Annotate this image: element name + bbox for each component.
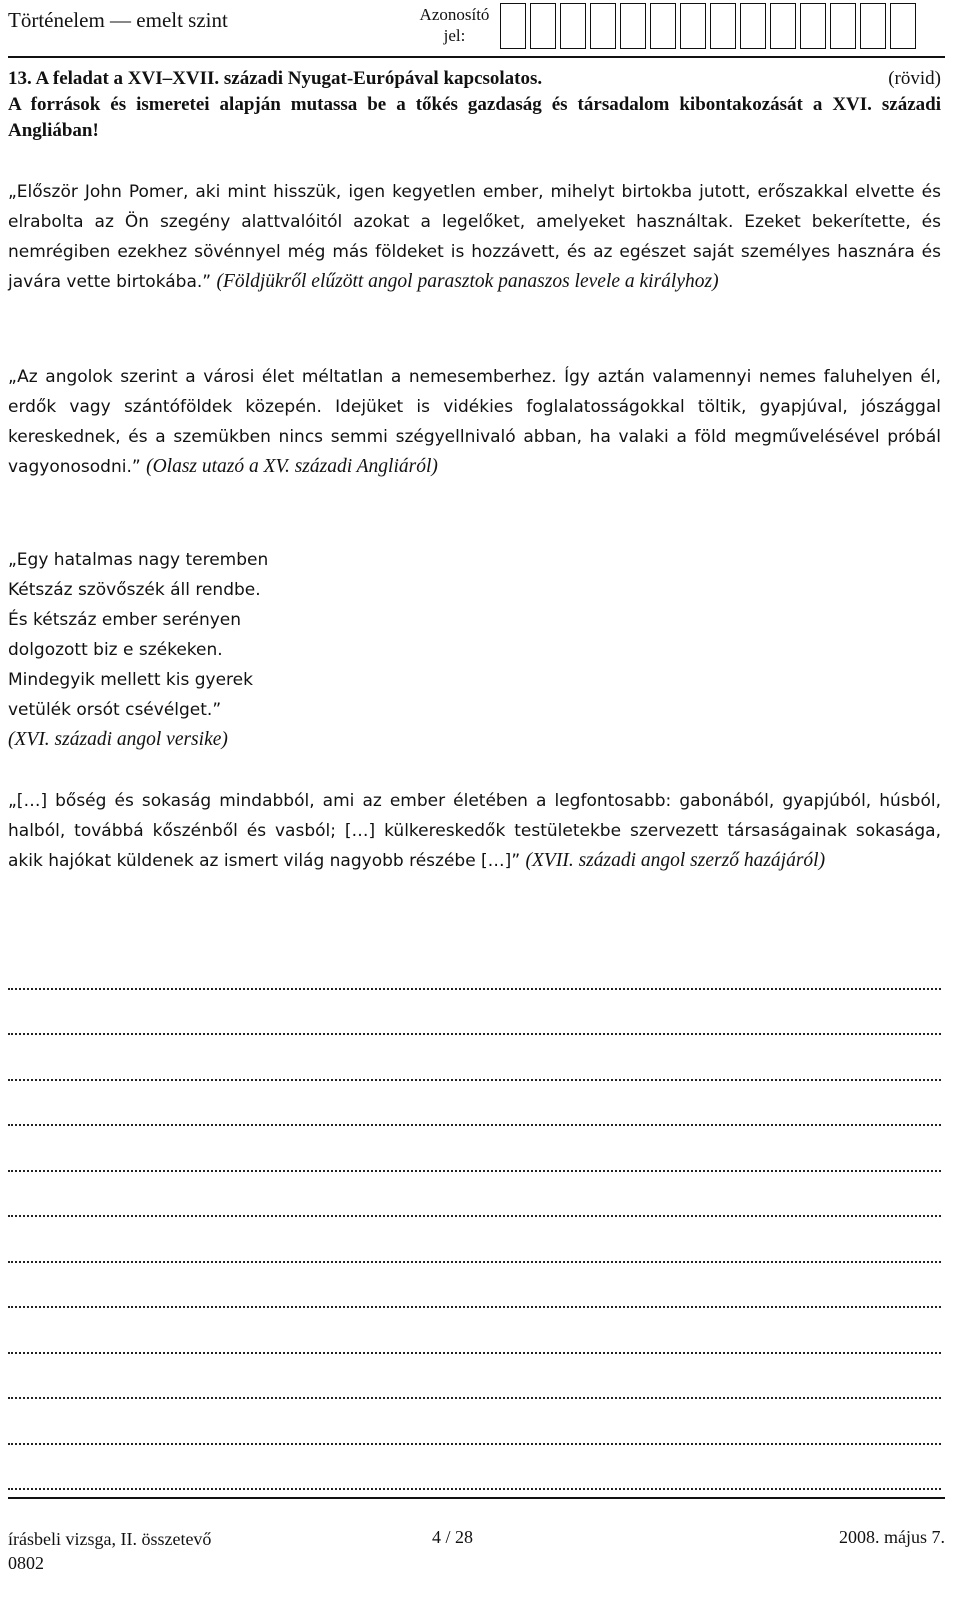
- answer-line[interactable]: [8, 1451, 941, 1497]
- exam-name: írásbeli vizsga, II. összetevő: [8, 1529, 212, 1549]
- poem-line: vetülék orsót csévélget.”: [8, 700, 222, 720]
- id-digit-box[interactable]: [620, 3, 646, 49]
- source-2-text: „Az angolok szerint a városi élet méltatlan a nemesemberhez. Így aztán valamennyi nemes faluhelyen él, erdők vagy szántóföldek közepén. Idejüket is vidékies foglalatosságokkal töltik, gyapjúval, jószággal kereskednek, és a szemükben nincs semmi szégyellnivaló abban, ha valaki a föld megművelésével próbál vagyonosodni.”: [8, 367, 941, 477]
- source-1: [8, 177, 941, 297]
- source-4-text: „[…] bőség és sokaság mindabból, ami az ember életében a legfontosabb: gabonából, gyapjúból, húsból, halból, továbbá kőszénből és vasból; […] külkereskedők testületekbe szervezett társaságainak sokasága, akik hajókat küldenek az ismert világ nagyobb részébe […]”: [8, 791, 941, 871]
- source-1-text: „Először John Pomer, aki mint hisszük, igen kegyetlen ember, mihelyt birtokba jutott, erőszakkal elvette és elrabolta az Ön szegény alattvalóitól azokat a legelőket, amelyeket használtak. Ezeket bekerítette, és nemrégiben ezekhez sövénnyel még más földeket is hozzávett, és az egészet saját személyes hasznára és javára vette birtokába.”: [8, 182, 941, 292]
- source-4: [8, 786, 941, 876]
- id-digit-box[interactable]: [860, 3, 886, 49]
- answer-line[interactable]: [8, 1314, 941, 1360]
- answer-line[interactable]: [8, 950, 941, 996]
- answer-line[interactable]: [8, 1087, 941, 1133]
- page-footer: [8, 1497, 945, 1573]
- id-digit-box[interactable]: [560, 3, 586, 49]
- answer-lines[interactable]: [8, 950, 941, 1496]
- source-4-citation: (XVII. századi angol szerző hazájáról): [525, 850, 826, 871]
- poem-line: Mindegyik mellett kis gyerek: [8, 670, 253, 690]
- id-digit-box[interactable]: [830, 3, 856, 49]
- answer-line[interactable]: [8, 996, 941, 1042]
- question-text: A források és ismeretei alapján mutassa be a tőkés gazdaság és társadalom kibontakozását a XVI. századi Angliában!: [8, 94, 941, 141]
- footer-left: [8, 1527, 211, 1575]
- id-digit-box[interactable]: [890, 3, 916, 49]
- poem-line: „Egy hatalmas nagy teremben: [8, 550, 269, 570]
- answer-line[interactable]: [8, 1178, 941, 1224]
- question-title: 13. A feladat a XVI–XVII. századi Nyugat-Európával kapcsolatos.: [8, 68, 543, 89]
- poem-line: dolgozott biz e székeken.: [8, 640, 223, 660]
- answer-line[interactable]: [8, 1269, 941, 1315]
- id-digit-box[interactable]: [770, 3, 796, 49]
- exam-page: [8, 0, 953, 1603]
- answer-line[interactable]: [8, 1132, 941, 1178]
- page-header: [8, 0, 945, 58]
- id-label: [417, 4, 492, 46]
- answer-line[interactable]: [8, 1223, 941, 1269]
- question-tag: (rövid): [888, 68, 941, 89]
- id-digit-box[interactable]: [710, 3, 736, 49]
- answer-line[interactable]: [8, 1041, 941, 1087]
- id-digit-box[interactable]: [800, 3, 826, 49]
- subject-title: Történelem — emelt szint: [8, 8, 228, 32]
- source-2-citation: (Olasz utazó a XV. századi Angliáról): [146, 456, 438, 477]
- poem-line: És kétszáz ember serényen: [8, 610, 242, 630]
- exam-code: 0802: [8, 1553, 44, 1573]
- answer-line[interactable]: [8, 1405, 941, 1451]
- poem-line: Kétszáz szövőszék áll rendbe.: [8, 580, 261, 600]
- id-digit-box[interactable]: [650, 3, 676, 49]
- id-label-line1: Azonosító: [419, 5, 490, 24]
- source-3-poem: [8, 545, 268, 755]
- source-1-citation: (Földjükről elűzött angol parasztok panaszos levele a királyhoz): [216, 271, 719, 292]
- source-2: [8, 362, 941, 482]
- id-digit-box[interactable]: [740, 3, 766, 49]
- id-label-line2: jel:: [443, 26, 466, 45]
- poem-citation: (XVI. századi angol versike): [8, 729, 228, 750]
- id-digit-box[interactable]: [590, 3, 616, 49]
- answer-line[interactable]: [8, 1360, 941, 1406]
- id-digit-box[interactable]: [500, 3, 526, 49]
- page-number: 4 / 28: [432, 1527, 474, 1547]
- exam-date: 2008. május 7.: [839, 1527, 945, 1547]
- id-digit-box[interactable]: [680, 3, 706, 49]
- question-block: [8, 66, 941, 144]
- id-boxes[interactable]: [500, 3, 920, 49]
- id-digit-box[interactable]: [530, 3, 556, 49]
